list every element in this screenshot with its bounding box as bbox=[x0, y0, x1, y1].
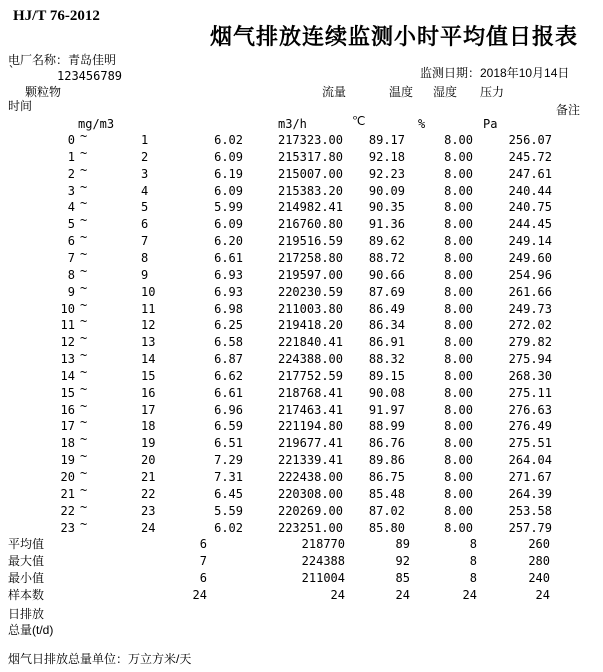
cell-hour-start: 0 bbox=[67, 133, 75, 147]
cell-hour-start: 17 bbox=[60, 419, 75, 434]
cell-temp: 89 bbox=[395, 537, 410, 551]
cell-humidity: 8.00 bbox=[444, 352, 473, 367]
cell-temp: 85.80 bbox=[368, 520, 405, 535]
table-row bbox=[0, 263, 603, 285]
cell-flow: 219597.00 bbox=[277, 267, 343, 282]
cell-hour-end: 5 bbox=[141, 200, 149, 215]
tilde-separator: ~ bbox=[80, 297, 88, 312]
cell-flow: 218770 bbox=[301, 537, 345, 551]
plant-code: 123456789 bbox=[57, 69, 123, 83]
cell-hour-end: 6 bbox=[141, 217, 149, 232]
table-row bbox=[0, 516, 603, 538]
cell-hour-end: 23 bbox=[141, 503, 156, 518]
unit-pressure: Pa bbox=[483, 117, 498, 131]
tilde-separator: ~ bbox=[80, 499, 88, 514]
summary-label: 最小值 bbox=[8, 571, 45, 585]
col-header-humidity: 湿度 bbox=[433, 85, 458, 99]
cell-pm: 6.09 bbox=[214, 149, 243, 164]
cell-pressure: 275.51 bbox=[508, 436, 552, 451]
cell-humidity: 8.00 bbox=[444, 217, 473, 232]
cell-pm: 6.93 bbox=[214, 284, 243, 299]
table-row bbox=[0, 331, 603, 352]
cell-pressure: 253.58 bbox=[508, 503, 552, 518]
cell-pressure: 247.61 bbox=[508, 166, 552, 181]
table-row bbox=[0, 213, 603, 234]
cell-pressure: 280 bbox=[528, 554, 550, 568]
cell-hour-end: 8 bbox=[141, 250, 149, 265]
cell-flow: 217323.00 bbox=[277, 133, 343, 147]
cell-pm: 6.61 bbox=[214, 385, 243, 400]
plant-name: 电厂名称：青岛佳明 bbox=[8, 53, 117, 67]
cell-hour-start: 2 bbox=[67, 166, 75, 181]
cell-flow: 215007.00 bbox=[277, 166, 343, 181]
cell-temp: 91.97 bbox=[368, 402, 405, 417]
table-row bbox=[0, 297, 603, 319]
cell-pressure: 261.66 bbox=[508, 284, 552, 299]
cell-flow: 216760.80 bbox=[277, 217, 343, 232]
summary-label: 最大值 bbox=[8, 554, 45, 568]
cell-pressure: 249.14 bbox=[508, 234, 552, 249]
cell-hour-end: 10 bbox=[141, 284, 156, 299]
tilde-separator: ~ bbox=[80, 364, 88, 379]
unit-humidity: % bbox=[418, 117, 426, 131]
cell-flow: 220230.59 bbox=[277, 284, 343, 299]
cell-humidity: 8.00 bbox=[444, 284, 473, 299]
cell-hour-end: 4 bbox=[141, 183, 149, 198]
tilde-separator: ~ bbox=[80, 179, 88, 194]
tilde-separator: ~ bbox=[80, 449, 88, 464]
cell-flow: 218768.41 bbox=[277, 385, 343, 400]
cell-hour-end: 22 bbox=[141, 486, 156, 501]
cell-temp: 87.69 bbox=[368, 284, 405, 299]
cell-hour-end: 11 bbox=[141, 301, 156, 316]
unit-temp: ℃ bbox=[352, 114, 366, 128]
cell-hour-start: 3 bbox=[67, 183, 75, 198]
cell-pressure: 275.11 bbox=[508, 385, 552, 400]
cell-pm: 6.20 bbox=[214, 234, 243, 249]
cell-humidity: 8.00 bbox=[444, 503, 473, 518]
unit-pm: mg/m3 bbox=[78, 117, 115, 131]
cell-pressure: 257.79 bbox=[508, 520, 552, 535]
table-row bbox=[0, 145, 603, 167]
cell-humidity: 8 bbox=[469, 537, 477, 551]
cell-pm: 6.45 bbox=[214, 486, 243, 501]
table-row bbox=[0, 364, 603, 386]
cell-humidity: 8.00 bbox=[444, 385, 473, 400]
tilde-separator: ~ bbox=[80, 162, 88, 177]
cell-hour-end: 24 bbox=[141, 520, 156, 535]
cell-temp: 86.91 bbox=[368, 335, 405, 350]
cell-flow: 217258.80 bbox=[277, 250, 343, 265]
cell-flow: 220308.00 bbox=[277, 486, 343, 501]
cell-humidity: 8.00 bbox=[444, 234, 473, 249]
cell-humidity: 8.00 bbox=[444, 368, 473, 383]
cell-pm: 5.59 bbox=[214, 503, 243, 518]
cell-pressure: 240.75 bbox=[508, 200, 552, 215]
cell-humidity: 8.00 bbox=[444, 470, 473, 484]
cell-flow: 215383.20 bbox=[277, 183, 343, 198]
cell-flow: 211003.80 bbox=[277, 301, 343, 316]
tilde-separator: ~ bbox=[80, 466, 88, 480]
col-header-flow: 流量 bbox=[322, 85, 347, 99]
cell-humidity: 8 bbox=[469, 554, 477, 568]
cell-hour-start: 10 bbox=[60, 301, 75, 316]
cell-pm: 6.09 bbox=[214, 217, 243, 232]
cell-temp: 85.48 bbox=[368, 486, 405, 501]
summary-row-max bbox=[0, 554, 603, 571]
cell-hour-end: 9 bbox=[141, 267, 149, 282]
cell-temp: 87.02 bbox=[368, 503, 405, 518]
cell-pm: 6.61 bbox=[214, 250, 243, 265]
cell-temp: 91.36 bbox=[368, 217, 405, 232]
tilde-separator: ~ bbox=[80, 129, 88, 143]
cell-hour-end: 17 bbox=[141, 402, 156, 417]
cell-flow: 223251.00 bbox=[277, 520, 343, 535]
cell-temp: 92 bbox=[395, 554, 410, 568]
col-header-remark: 备注 bbox=[556, 103, 581, 117]
cell-pm: 6.51 bbox=[214, 436, 243, 451]
cell-temp: 90.66 bbox=[368, 267, 405, 282]
daily-emission-label-line2: 总量(t/d) bbox=[8, 623, 54, 637]
cell-hour-end: 1 bbox=[141, 133, 149, 147]
summary-row-average bbox=[0, 537, 603, 554]
cell-pm: 7.29 bbox=[214, 453, 243, 468]
cell-pressure: 264.04 bbox=[508, 453, 552, 468]
cell-pm: 6 bbox=[199, 537, 207, 551]
cell-pm: 5.99 bbox=[214, 200, 243, 215]
cell-pressure: 279.82 bbox=[508, 335, 552, 350]
cell-pressure: 272.02 bbox=[508, 318, 552, 333]
cell-flow: 224388.00 bbox=[277, 352, 343, 367]
cell-hour-end: 20 bbox=[141, 453, 156, 468]
tilde-separator: ~ bbox=[80, 398, 88, 413]
cell-pressure: 254.96 bbox=[508, 267, 552, 282]
table-row bbox=[0, 314, 603, 335]
plant-mark: ` bbox=[8, 64, 16, 78]
samples-label: 样本数 bbox=[8, 588, 45, 602]
cell-flow: 224388 bbox=[301, 554, 345, 568]
cell-hour-start: 22 bbox=[60, 503, 75, 518]
table-row bbox=[0, 230, 603, 251]
cell-sample-count: 24 bbox=[462, 588, 477, 602]
cell-temp: 89.17 bbox=[368, 133, 405, 147]
cell-humidity: 8.00 bbox=[444, 200, 473, 215]
cell-flow: 221339.41 bbox=[277, 453, 343, 468]
cell-pressure: 275.94 bbox=[508, 352, 552, 367]
cell-pm: 6.98 bbox=[214, 301, 243, 316]
cell-hour-end: 7 bbox=[141, 234, 149, 249]
tilde-separator: ~ bbox=[80, 314, 88, 329]
cell-humidity: 8.00 bbox=[444, 133, 473, 147]
cell-hour-start: 7 bbox=[67, 250, 75, 265]
cell-hour-end: 16 bbox=[141, 385, 156, 400]
table-row bbox=[0, 482, 603, 504]
cell-hour-start: 6 bbox=[67, 234, 75, 249]
tilde-separator: ~ bbox=[80, 415, 88, 430]
cell-hour-start: 12 bbox=[60, 335, 75, 350]
cell-hour-start: 4 bbox=[67, 200, 75, 215]
cell-flow: 211004 bbox=[301, 571, 345, 585]
cell-flow: 221840.41 bbox=[277, 335, 343, 350]
cell-hour-end: 13 bbox=[141, 335, 156, 350]
cell-pressure: 260 bbox=[528, 537, 550, 551]
cell-humidity: 8.00 bbox=[444, 318, 473, 333]
table-row bbox=[0, 415, 603, 436]
cell-flow: 220269.00 bbox=[277, 503, 343, 518]
cell-temp: 92.18 bbox=[368, 149, 405, 164]
cell-pm: 6.62 bbox=[214, 368, 243, 383]
cell-humidity: 8.00 bbox=[444, 183, 473, 198]
cell-temp: 89.15 bbox=[368, 368, 405, 383]
table-row bbox=[0, 196, 603, 217]
cell-pm: 6.96 bbox=[214, 402, 243, 417]
cell-pressure: 240 bbox=[528, 571, 550, 585]
cell-hour-start: 14 bbox=[60, 368, 75, 383]
cell-temp: 86.34 bbox=[368, 318, 405, 333]
table-row bbox=[0, 348, 603, 369]
cell-hour-end: 15 bbox=[141, 368, 156, 383]
cell-sample-count: 24 bbox=[330, 588, 345, 602]
tilde-separator: ~ bbox=[80, 246, 88, 261]
cell-humidity: 8.00 bbox=[444, 301, 473, 316]
cell-humidity: 8 bbox=[469, 571, 477, 585]
table-row bbox=[0, 432, 603, 453]
cell-pm: 7 bbox=[199, 554, 207, 568]
tilde-separator: ~ bbox=[80, 196, 88, 211]
cell-temp: 90.08 bbox=[368, 385, 405, 400]
cell-hour-start: 16 bbox=[60, 402, 75, 417]
unit-flow: m3/h bbox=[278, 117, 307, 131]
cell-hour-start: 20 bbox=[60, 470, 75, 484]
cell-hour-start: 11 bbox=[60, 318, 75, 333]
cell-pm: 6.19 bbox=[214, 166, 243, 181]
table-row bbox=[0, 246, 603, 268]
cell-temp: 89.86 bbox=[368, 453, 405, 468]
cell-humidity: 8.00 bbox=[444, 436, 473, 451]
cell-humidity: 8.00 bbox=[444, 267, 473, 282]
cell-hour-end: 18 bbox=[141, 419, 156, 434]
tilde-separator: ~ bbox=[80, 516, 88, 531]
cell-hour-start: 15 bbox=[60, 385, 75, 400]
table-row bbox=[0, 129, 603, 150]
cell-flow: 219418.20 bbox=[277, 318, 343, 333]
report-title: 烟气排放连续监测小时平均值日报表 bbox=[210, 24, 579, 49]
table-row bbox=[0, 398, 603, 420]
cell-hour-end: 12 bbox=[141, 318, 156, 333]
cell-hour-start: 19 bbox=[60, 453, 75, 468]
table-row bbox=[0, 179, 603, 201]
table-row bbox=[0, 499, 603, 521]
tilde-separator: ~ bbox=[80, 280, 88, 295]
standard-code: HJ/T 76-2012 bbox=[13, 8, 100, 24]
cell-hour-start: 23 bbox=[60, 520, 75, 535]
cell-pm: 6.87 bbox=[214, 352, 243, 367]
monitor-date: 监测日期：2018年10月14日 bbox=[420, 66, 570, 80]
cell-temp: 89.62 bbox=[368, 234, 405, 249]
cell-flow: 222438.00 bbox=[277, 470, 343, 484]
tilde-separator: ~ bbox=[80, 432, 88, 447]
cell-hour-start: 1 bbox=[67, 149, 75, 164]
cell-hour-end: 3 bbox=[141, 166, 149, 181]
cell-pressure: 271.67 bbox=[508, 470, 552, 484]
summary-label: 平均值 bbox=[8, 537, 45, 551]
cell-temp: 88.72 bbox=[368, 250, 405, 265]
cell-pressure: 276.63 bbox=[508, 402, 552, 417]
cell-pm: 6.09 bbox=[214, 183, 243, 198]
tilde-separator: ~ bbox=[80, 263, 88, 278]
cell-pressure: 264.39 bbox=[508, 486, 552, 501]
cell-flow: 215317.80 bbox=[277, 149, 343, 164]
cell-pm: 6.58 bbox=[214, 335, 243, 350]
table-row bbox=[0, 449, 603, 470]
cell-pm: 6 bbox=[199, 571, 207, 585]
cell-sample-count: 24 bbox=[535, 588, 550, 602]
cell-temp: 88.99 bbox=[368, 419, 405, 434]
footer-note: 烟气日排放总量单位：万立方米/天 bbox=[8, 652, 192, 666]
tilde-separator: ~ bbox=[80, 348, 88, 363]
cell-pressure: 276.49 bbox=[508, 419, 552, 434]
cell-humidity: 8.00 bbox=[444, 402, 473, 417]
cell-sample-count: 24 bbox=[192, 588, 207, 602]
cell-hour-end: 2 bbox=[141, 149, 149, 164]
cell-humidity: 8.00 bbox=[444, 149, 473, 164]
cell-hour-end: 21 bbox=[141, 470, 156, 484]
cell-sample-count: 24 bbox=[395, 588, 410, 602]
cell-humidity: 8.00 bbox=[444, 453, 473, 468]
cell-humidity: 8.00 bbox=[444, 335, 473, 350]
tilde-separator: ~ bbox=[80, 213, 88, 228]
cell-pm: 6.25 bbox=[214, 318, 243, 333]
cell-temp: 86.76 bbox=[368, 436, 405, 451]
col-header-time: 时间 bbox=[8, 99, 33, 113]
cell-pressure: 249.73 bbox=[508, 301, 552, 316]
summary-row-min bbox=[0, 571, 603, 588]
cell-flow: 217463.41 bbox=[277, 402, 343, 417]
cell-temp: 90.35 bbox=[368, 200, 405, 215]
cell-temp: 86.49 bbox=[368, 301, 405, 316]
cell-pressure: 244.45 bbox=[508, 217, 552, 232]
cell-flow: 214982.41 bbox=[277, 200, 343, 215]
col-header-temp: 温度 bbox=[389, 85, 414, 99]
cell-hour-start: 18 bbox=[60, 436, 75, 451]
cell-temp: 92.23 bbox=[368, 166, 405, 181]
cell-hour-start: 9 bbox=[67, 284, 75, 299]
table-row bbox=[0, 466, 603, 487]
cell-humidity: 8.00 bbox=[444, 520, 473, 535]
tilde-separator: ~ bbox=[80, 145, 88, 160]
cell-temp: 85 bbox=[395, 571, 410, 585]
cell-pm: 6.02 bbox=[214, 520, 243, 535]
cell-flow: 219677.41 bbox=[277, 436, 343, 451]
cell-humidity: 8.00 bbox=[444, 166, 473, 181]
daily-emission-label-line1: 日排放 bbox=[8, 607, 45, 621]
cell-pm: 7.31 bbox=[214, 470, 243, 484]
cell-humidity: 8.00 bbox=[444, 419, 473, 434]
cell-pressure: 245.72 bbox=[508, 149, 552, 164]
samples-row bbox=[0, 588, 603, 605]
cell-humidity: 8.00 bbox=[444, 250, 473, 265]
tilde-separator: ~ bbox=[80, 230, 88, 245]
cell-hour-end: 19 bbox=[141, 436, 156, 451]
cell-flow: 221194.80 bbox=[277, 419, 343, 434]
cell-pm: 6.59 bbox=[214, 419, 243, 434]
tilde-separator: ~ bbox=[80, 331, 88, 346]
table-row bbox=[0, 381, 603, 403]
cell-hour-start: 5 bbox=[67, 217, 75, 232]
tilde-separator: ~ bbox=[80, 381, 88, 396]
cell-hour-start: 8 bbox=[67, 267, 75, 282]
cell-humidity: 8.00 bbox=[444, 486, 473, 501]
cell-hour-end: 14 bbox=[141, 352, 156, 367]
cell-pressure: 249.60 bbox=[508, 250, 552, 265]
cell-temp: 90.09 bbox=[368, 183, 405, 198]
cell-pressure: 240.44 bbox=[508, 183, 552, 198]
cell-hour-start: 13 bbox=[60, 352, 75, 367]
cell-flow: 219516.59 bbox=[277, 234, 343, 249]
cell-flow: 217752.59 bbox=[277, 368, 343, 383]
cell-temp: 86.75 bbox=[368, 470, 405, 484]
cell-temp: 88.32 bbox=[368, 352, 405, 367]
cell-hour-start: 21 bbox=[60, 486, 75, 501]
cell-pm: 6.93 bbox=[214, 267, 243, 282]
tilde-separator: ~ bbox=[80, 482, 88, 497]
cell-pressure: 256.07 bbox=[508, 133, 552, 147]
col-header-pressure: 压力 bbox=[480, 85, 505, 99]
table-row bbox=[0, 280, 603, 302]
col-header-pm: 颗粒物 bbox=[25, 85, 62, 99]
cell-pressure: 268.30 bbox=[508, 368, 552, 383]
cell-pm: 6.02 bbox=[214, 133, 243, 147]
table-row bbox=[0, 162, 603, 184]
